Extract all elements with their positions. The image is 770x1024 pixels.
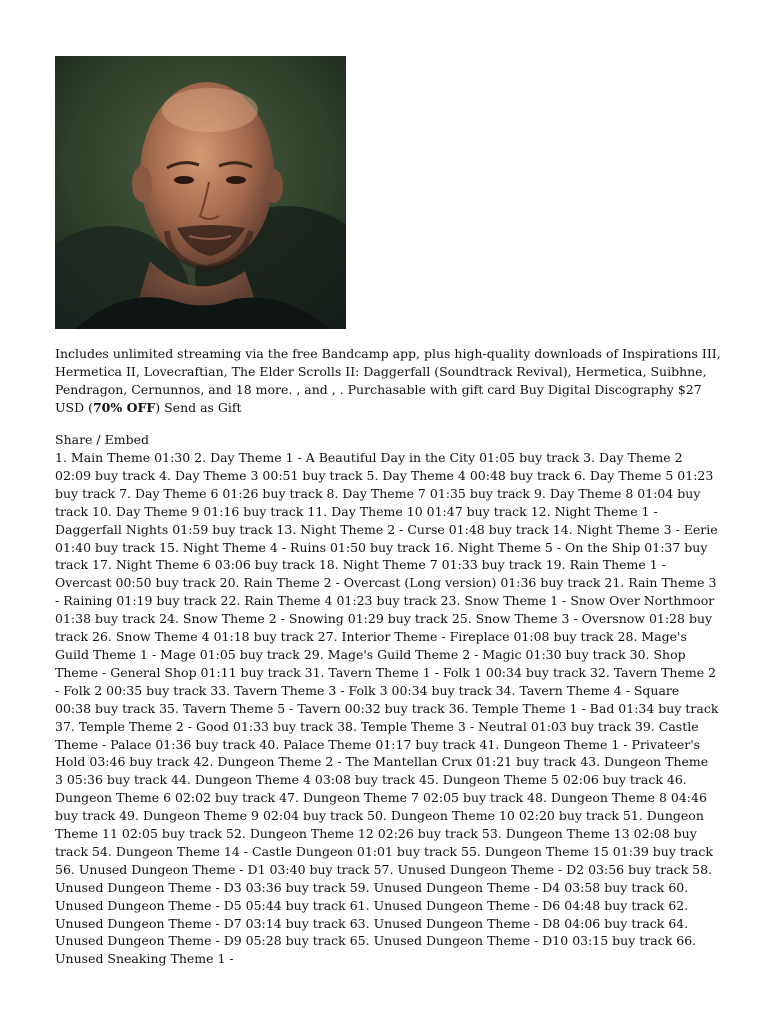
buy-digital-discography-link[interactable]: Buy Digital Discography [519,381,674,397]
send-as-gift-link[interactable]: Send as Gift [164,399,242,415]
discount-badge: 70% OFF [92,399,156,415]
artist-photo [55,56,346,329]
promo-description: Includes unlimited streaming via the free Bandcamp app, plus high-quality downloads of Inspirations III, Hermetica II, Lovecraftian, The Elder Scrolls II: Daggerfall (Soundtrack Revival), Hermetica, Suibhne, Pendragon, Cernunnos, and 18 more. , and , . Purchasable with gift card [55,346,721,397]
share-embed-link[interactable]: Share / Embed [55,432,149,447]
tracklist: 1. Main Theme 01:30 2. Day Theme 1 - A Beautiful Day in the City 01:05 buy track 3. Day Theme 2 02:09 buy track 4. Day Theme 3 00:51 buy track 5. Day Theme 4 00:48 buy track 6. Day Theme 5 01:23 buy track 7. Day Theme 6 01:26 buy track 8. Day Theme 7 01:35 buy track 9. Day Theme 8 01:04 buy track 10. Day Theme 9 01:16 buy track 11. Day Theme 10 01:47 buy track 12. Night Theme 1 - Daggerfall Nights 01:59 buy track 13. Night Theme 2 - Curse 01:48 buy track 14. Night Theme 3 - Eerie 01:40 buy track 15. Night Theme 4 - Ruins 01:50 buy track 16. Night Theme 5 - On the Ship 01:37 buy track 17. Night Theme 6 03:06 buy track 18. Night Theme 7 01:33 buy track 19. Rain Theme 1 - Overcast 00:50 buy track 20. Rain Theme 2 - Overcast (Long version) 01:36 buy track 21. Rain Theme 3 - Raining 01:19 buy track 22. Rain Theme 4 01:23 buy track 23. Snow Theme 1 - Snow Over Northmoor 01:38 buy track 24. Snow Theme 2 - Snowing 01:29 buy track 25. Snow Theme 3 - Oversnow 01:28 buy track 26. Snow Theme 4 01:18 buy track 27. Interior Theme - Fireplace 01:08 buy track 28. Mage's Guild Theme 1 - Mage 01:05 buy track 29. Mage's Guild Theme 2 - Magic 01:30 buy track 30. Shop Theme - General Shop 01:11 buy track 31. Tavern Theme 1 - Folk 1 00:34 buy track 32. Tavern Theme 2 - Folk 2 00:35 buy track 33. Tavern Theme 3 - Folk 3 00:34 buy track 34. Tavern Theme 4 - Square 00:38 buy track 35. Tavern Theme 5 - Tavern 00:32 buy track 36. Temple Theme 1 - Bad 01:34 buy track 37. Temple Theme 2 - Good 01:33 buy track 38. Temple Theme 3 - Neutral 01:03 buy track 39. Castle Theme - Palace 01:36 buy track 40. Palace Theme 01:17 buy track 41. Dungeon Theme 1 - Privateer's Hold 03:46 buy track 42. Dungeon Theme 2 - The Mantellan Crux 01:21 buy track 43. Dungeon Theme 3 05:36 buy track 44. Dungeon Theme 4 03:08 buy track 45. Dungeon Theme 5 02:06 buy track 46. Dungeon Theme 6 02:02 buy track 47. Dungeon Theme 7 02:05 buy track 48. Dungeon Theme 8 04:46 buy track 49. Dungeon Theme 9 02:04 buy track 50. Dungeon Theme 10 02:20 buy track 51. Dungeon Theme 11 02:05 buy track 52. Dungeon Theme 12 02:26 buy track 53. Dungeon Theme 13 02:08 buy track 54. Dungeon Theme 14 - Castle Dungeon 01:01 buy track 55. Dungeon Theme 15 01:39 buy track 56. Unused Dungeon Theme - D1 03:40 buy track 57. Unused Dungeon Theme - D2 03:56 buy track 58. Unused Dungeon Theme - D3 03:36 buy track 59. Unused Dungeon Theme - D4 03:58 buy track 60. Unused Dungeon Theme - D5 05:44 buy track 61. Unused Dungeon Theme - D6 04:48 buy track 62. Unused Dungeon Theme - D7 03:14 buy track 63. Unused Dungeon Theme - D8 04:06 buy track 64. Unused Dungeon Theme - D9 05:28 buy track 65. Unused Dungeon Theme - D10 03:15 buy track 66. Unused Sneaking Theme 1 - [55,450,719,967]
discography-price: $27 USD ( [55,381,702,415]
discount-close: ) [155,399,165,415]
promo-text [55,345,721,417]
